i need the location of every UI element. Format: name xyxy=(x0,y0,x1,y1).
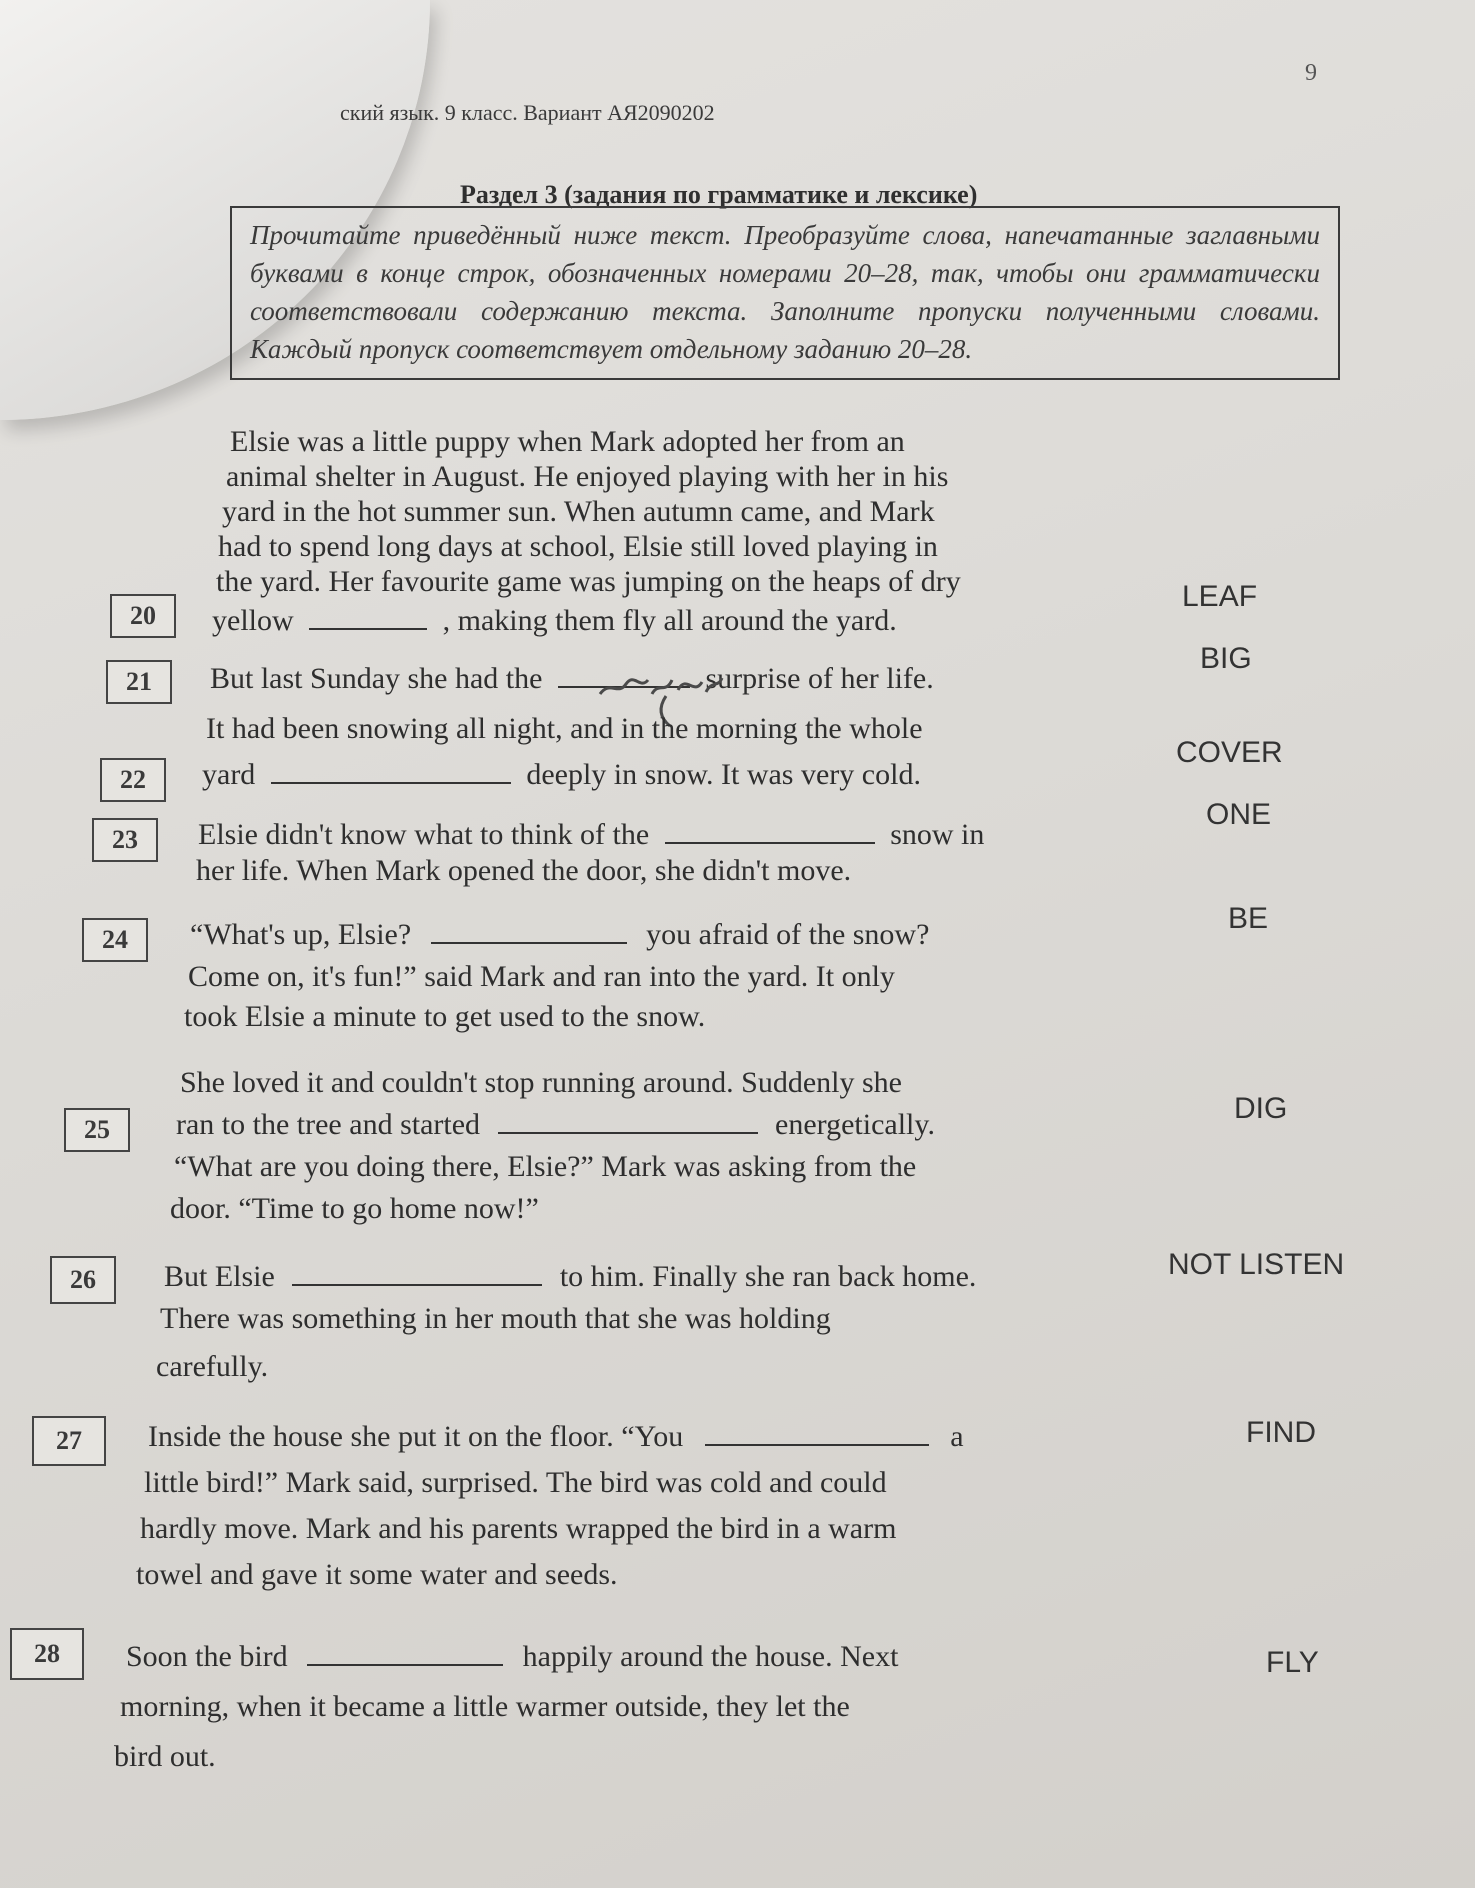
task-25-after: energetically. xyxy=(775,1108,935,1141)
task-27-next1: little bird!” Mark said, surprised. The bird was cold and could xyxy=(144,1466,887,1499)
task-27-next2: hardly move. Mark and his parents wrapped the bird in a warm xyxy=(140,1512,897,1545)
answer-blank-24[interactable] xyxy=(431,918,627,944)
task-23-line xyxy=(198,818,984,852)
task-27-line xyxy=(148,1420,964,1454)
task-number-24: 24 xyxy=(82,918,148,962)
task-20-after: , making them fly all around the yard. xyxy=(442,604,897,637)
task-25-pre: She loved it and couldn't stop running around. Suddenly she xyxy=(180,1066,902,1099)
task-number-23: 23 xyxy=(92,818,158,862)
answer-blank-28[interactable] xyxy=(307,1640,503,1666)
base-word-20: LEAF xyxy=(1182,580,1258,613)
task-21-before: But last Sunday she had the xyxy=(210,662,543,695)
section-title: Раздел 3 (задания по грамматике и лексике) xyxy=(460,180,978,209)
task-22-pre: It had been snowing all night, and in the morning the whole xyxy=(206,712,923,745)
task-number-20: 20 xyxy=(110,594,176,638)
intro-line: Elsie was a little puppy when Mark adopted her from an xyxy=(230,425,905,458)
base-word-22: COVER xyxy=(1176,736,1283,769)
base-word-23: ONE xyxy=(1206,798,1272,831)
answer-blank-25[interactable] xyxy=(498,1108,758,1134)
task-21-line xyxy=(210,662,934,696)
intro-line: the yard. Her favourite game was jumping on the heaps of dry xyxy=(216,565,961,598)
task-number-28: 28 xyxy=(10,1628,84,1680)
task-number-25: 25 xyxy=(64,1108,130,1152)
answer-blank-22[interactable] xyxy=(271,758,511,784)
base-word-27: FIND xyxy=(1246,1416,1316,1449)
task-25-before: ran to the tree and started xyxy=(176,1108,481,1141)
task-27-next3: towel and gave it some water and seeds. xyxy=(136,1558,618,1591)
task-27-after: a xyxy=(950,1420,964,1453)
base-word-25: DIG xyxy=(1234,1092,1288,1125)
intro-line: had to spend long days at school, Elsie still loved playing in xyxy=(218,530,938,563)
task-22-before: yard xyxy=(202,758,256,791)
task-23-before: Elsie didn't know what to think of the xyxy=(198,818,650,851)
task-24-before: “What's up, Elsie? xyxy=(190,918,412,951)
task-25-next1: “What are you doing there, Elsie?” Mark was asking from the xyxy=(174,1150,917,1183)
intro-line: animal shelter in August. He enjoyed playing with her in his xyxy=(226,460,949,493)
intro-line: yard in the hot summer sun. When autumn came, and Mark xyxy=(222,495,935,528)
task-28-next2: bird out. xyxy=(114,1740,216,1773)
task-26-next1: There was something in her mouth that she was holding xyxy=(160,1302,831,1335)
task-26-line xyxy=(164,1260,976,1294)
answer-blank-20[interactable] xyxy=(309,604,427,630)
task-28-line xyxy=(126,1640,898,1674)
task-23-after: snow in xyxy=(890,818,985,851)
task-28-after: happily around the house. Next xyxy=(522,1640,899,1673)
task-24-after: you afraid of the snow? xyxy=(646,918,930,951)
task-23-next: her life. When Mark opened the door, she didn't move. xyxy=(196,854,852,887)
task-20-line xyxy=(212,604,897,638)
task-26-next2: carefully. xyxy=(156,1350,269,1383)
answer-blank-26[interactable] xyxy=(292,1260,542,1286)
task-number-22: 22 xyxy=(100,758,166,802)
task-number-21: 21 xyxy=(106,660,172,704)
task-25-next2: door. “Time to go home now!” xyxy=(170,1192,539,1225)
base-word-21: BIG xyxy=(1200,642,1252,675)
answer-blank-23[interactable] xyxy=(665,818,875,844)
task-22-line xyxy=(202,758,921,792)
page-number: 9 xyxy=(1305,60,1317,86)
task-24-line xyxy=(190,918,929,952)
task-28-next1: morning, when it became a little warmer outside, they let the xyxy=(120,1690,850,1723)
task-22-after: deeply in snow. It was very cold. xyxy=(526,758,921,791)
task-27-before: Inside the house she put it on the floor. “You xyxy=(148,1420,684,1453)
task-24-next1: Come on, it's fun!” said Mark and ran into the yard. It only xyxy=(188,960,895,993)
task-25-line xyxy=(176,1108,935,1142)
page-header: ский язык. 9 класс. Вариант АЯ2090202 xyxy=(340,100,715,125)
task-24-next2: took Elsie a minute to get used to the snow. xyxy=(184,1000,706,1033)
base-word-28: FLY xyxy=(1266,1646,1319,1679)
answer-blank-27[interactable] xyxy=(705,1420,929,1446)
task-26-after: to him. Finally she ran back home. xyxy=(559,1260,977,1293)
task-26-before: But Elsie xyxy=(164,1260,275,1293)
task-21-after: surprise of her life. xyxy=(705,662,934,695)
base-word-26: NOT LISTEN xyxy=(1168,1248,1345,1281)
task-number-26: 26 xyxy=(50,1256,116,1304)
base-word-24: BE xyxy=(1228,902,1269,935)
task-number-27: 27 xyxy=(32,1416,106,1466)
instructions-box: Прочитайте приведённый ниже текст. Преобразуйте слова, напечатанные заглавными буквами в конце строк, обозначенных номерами 20–28, так, чтобы они грамматически соответствовали содержанию текста. Заполните пропуски полученными словами. Каждый пропуск соответствует отдельному заданию 20–28. xyxy=(230,206,1340,380)
task-28-before: Soon the bird xyxy=(126,1640,288,1673)
task-20-before: yellow xyxy=(212,604,294,637)
